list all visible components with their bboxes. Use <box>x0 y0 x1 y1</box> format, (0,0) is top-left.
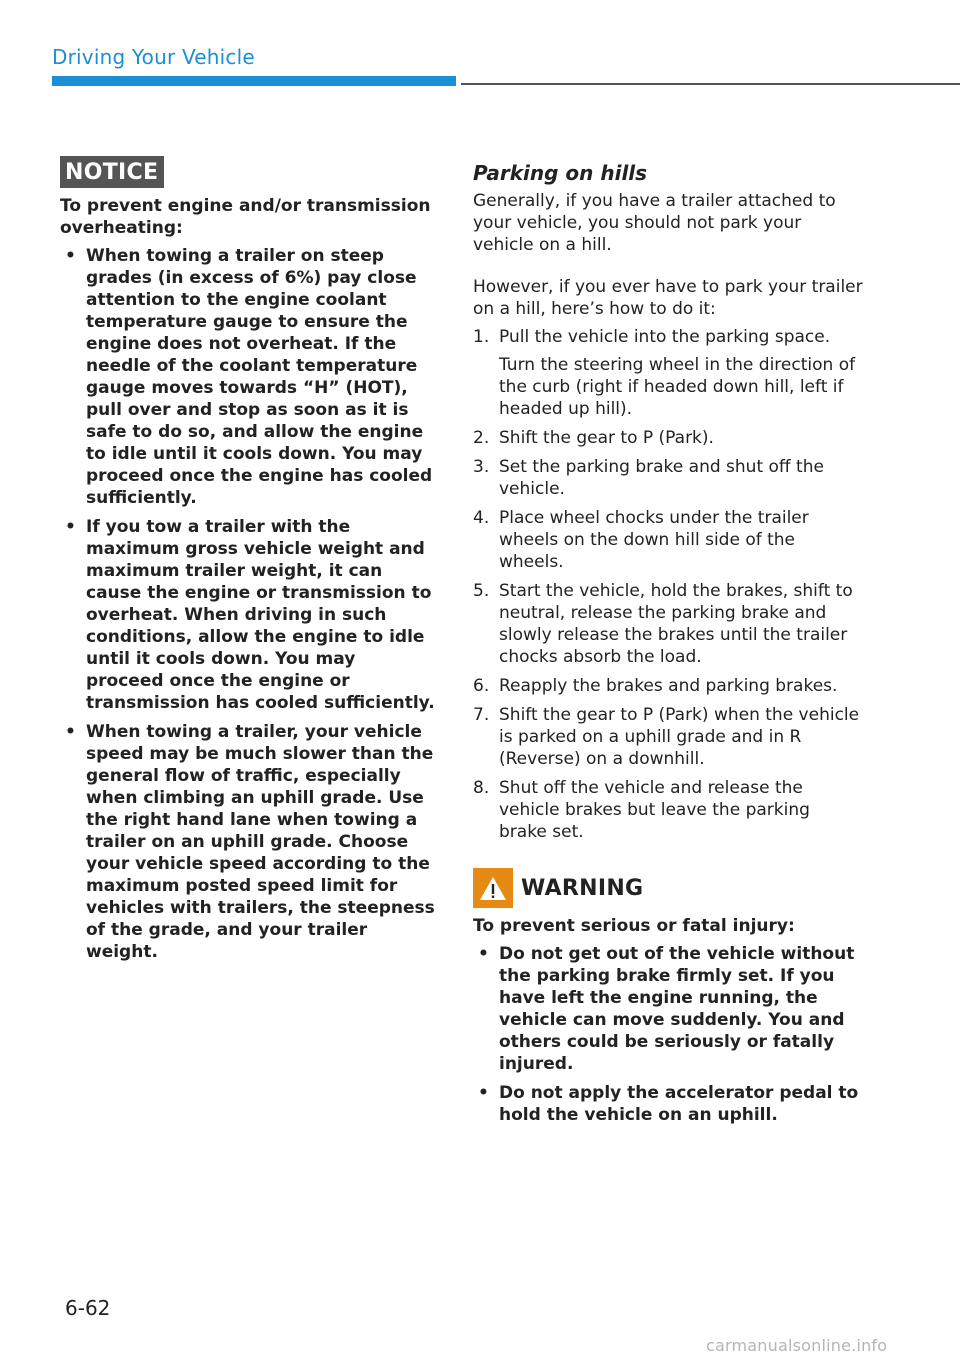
step-number: 7. <box>473 705 490 725</box>
step-text: Set the parking brake and shut off the vehicle. <box>499 457 824 499</box>
notice-bullet <box>60 516 436 714</box>
warning-bullet-text: Do not apply the accelerator pedal to hold the vehicle on an uphill. <box>499 1083 859 1125</box>
parking-howto: However, if you ever have to park your trailer on a hill, here’s how to do it: <box>473 277 863 319</box>
step-text: Start the vehicle, hold the brakes, shift to neutral, release the parking brake and slowly release the brakes until the trailer chocks absorb the load. <box>499 581 853 667</box>
parking-step <box>473 704 863 770</box>
parking-step <box>473 326 863 420</box>
notice-bullet-text: If you tow a trailer with the maximum gross vehicle weight and maximum trailer weight, it can cause the engine or transmission to overheat. When driving in such conditions, allow the engine to idle until it cools down. You may proceed once the engine or transmission has cooled sufficiently. <box>86 517 435 713</box>
warning-lead: To prevent serious or fatal injury: <box>473 916 795 936</box>
notice-bullet <box>60 245 436 509</box>
page-number: 6-62 <box>65 1296 111 1320</box>
step-text: Place wheel chocks under the trailer wheels on the down hill side of the wheels. <box>499 508 809 572</box>
notice-bullet-text: When towing a trailer on steep grades (in excess of 6%) pay close attention to the engine coolant temperature gauge to ensure the engine does not overheat. If the needle of the coolant temperature gauge moves towards “H” (HOT), pull over and stop as soon as it is safe to do so, and allow the engine to idle until it cools down. You may proceed once the engine has cooled sufficiently. <box>86 246 433 508</box>
warning-header <box>473 868 863 908</box>
warning-bullet <box>473 943 863 1075</box>
watermark: carmanualsonline.info <box>706 1336 888 1355</box>
notice-bullet-list <box>60 245 436 963</box>
step-subtext: Turn the steering wheel in the direction of the curb (right if headed down hill, left if headed up hill). <box>499 355 856 419</box>
header-accent-bar <box>52 76 456 86</box>
parking-step <box>473 777 863 843</box>
parking-step <box>473 427 863 449</box>
step-number: 1. <box>473 327 490 347</box>
parking-step <box>473 456 863 500</box>
parking-column <box>473 160 863 1133</box>
warning-title: WARNING <box>521 875 644 901</box>
parking-step <box>473 507 863 573</box>
step-number: 2. <box>473 428 490 448</box>
parking-intro: Generally, if you have a trailer attached to your vehicle, you should not park your vehicle on a hill. <box>473 191 836 255</box>
step-number: 8. <box>473 778 490 798</box>
notice-column <box>60 156 436 970</box>
warning-bullet-text: Do not get out of the vehicle without the parking brake firmly set. If you have left the engine running, the vehicle can move suddenly. You and others could be seriously or fatally injured. <box>499 944 855 1074</box>
notice-badge: NOTICE <box>60 156 164 188</box>
notice-lead: To prevent engine and/or transmission overheating: <box>60 196 431 238</box>
bullet-dot-icon: • <box>478 1083 489 1103</box>
header-divider-line <box>461 83 960 85</box>
parking-steps-list <box>473 326 863 843</box>
notice-bullet <box>60 721 436 963</box>
step-text: Shift the gear to P (Park). <box>499 428 714 448</box>
section-title: Driving Your Vehicle <box>52 45 255 69</box>
bullet-dot-icon: • <box>65 517 76 537</box>
bullet-dot-icon: • <box>65 246 76 266</box>
parking-step <box>473 675 863 697</box>
notice-bullet-text: When towing a trailer, your vehicle speed may be much slower than the general flow of traffic, especially when climbing an uphill grade. Use the right hand lane when towing a trailer on an uphill grade. Choose your vehicle speed according to the maximum posted speed limit for vehicles with trailers, the steepness of the grade, and your trailer weight. <box>86 722 435 962</box>
warning-triangle-icon <box>473 868 513 908</box>
warning-bullet <box>473 1082 863 1126</box>
step-number: 3. <box>473 457 490 477</box>
warning-bullet-list <box>473 943 863 1126</box>
step-number: 5. <box>473 581 490 601</box>
step-number: 6. <box>473 676 490 696</box>
bullet-dot-icon: • <box>65 722 76 742</box>
bullet-dot-icon: • <box>478 944 489 964</box>
step-text: Shut off the vehicle and release the vehicle brakes but leave the parking brake set. <box>499 778 810 842</box>
step-text: Pull the vehicle into the parking space. <box>499 327 831 347</box>
parking-heading: Parking on hills <box>473 161 648 185</box>
parking-step <box>473 580 863 668</box>
step-number: 4. <box>473 508 490 528</box>
step-text: Reapply the brakes and parking brakes. <box>499 676 838 696</box>
step-text: Shift the gear to P (Park) when the vehicle is parked on a uphill grade and in R (Reverse) on a downhill. <box>499 705 860 769</box>
